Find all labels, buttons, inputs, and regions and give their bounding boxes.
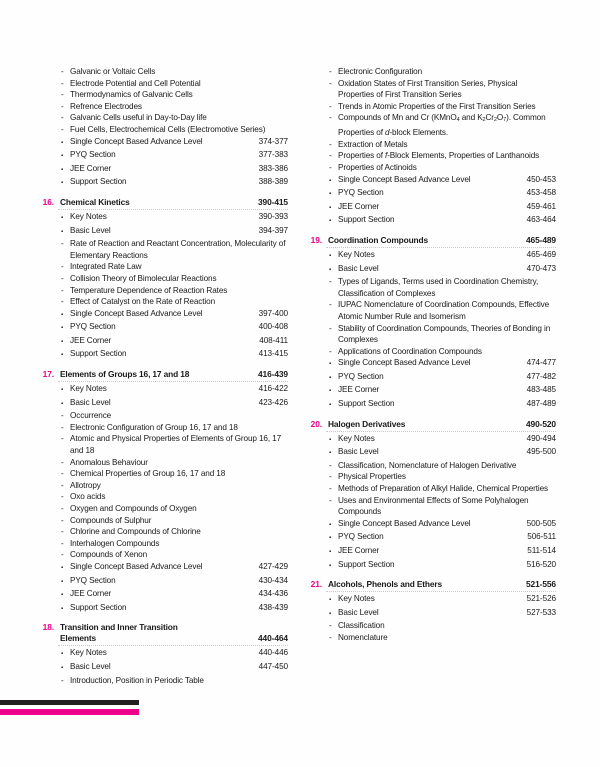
topic-entry[interactable] (326, 299, 556, 322)
entry-label: Basic Level (70, 397, 111, 407)
dash-bullet-icon: - (61, 675, 64, 685)
chapter-row[interactable] (310, 418, 556, 432)
entry-page-range: 506-511 (527, 532, 556, 542)
dash-bullet-icon: - (61, 515, 64, 525)
topic-entry[interactable] (58, 238, 288, 261)
entry-label: Properties of f-Block Elements, Properties of Lanthanoids (338, 151, 540, 161)
toc-columns (0, 66, 600, 686)
dash-bullet-icon: - (61, 469, 64, 479)
dash-bullet-icon: - (329, 162, 332, 172)
topic-entry[interactable] (326, 150, 556, 162)
square-bullet-icon: ▪ (61, 311, 64, 318)
entry-label: Basic Level (70, 661, 111, 671)
section-entry[interactable] (326, 545, 556, 559)
entry-label: Key Notes (70, 648, 107, 658)
dash-bullet-icon: - (61, 411, 64, 421)
entry-label: Key Notes (338, 249, 375, 259)
entry-page-range: 438-439 (258, 602, 288, 612)
dash-bullet-icon: - (329, 67, 332, 76)
chapter-number: 20. (310, 418, 322, 429)
square-bullet-icon: ▪ (329, 549, 332, 555)
entry-label: Fuel Cells, Electrochemical Cells (Electromotive Series) (70, 124, 266, 134)
entry-label: Galvanic or Voltaic Cells (70, 67, 156, 76)
topic-entry[interactable] (326, 101, 556, 113)
topic-entry[interactable] (58, 491, 288, 503)
topic-entry[interactable] (58, 261, 288, 273)
entry-label: Support Section (338, 559, 395, 569)
entry-label: JEE Corner (70, 335, 112, 345)
entry-label: Methods of Preparation of Alkyl Halide, Chemical Properties (338, 484, 548, 494)
topic-entry[interactable] (58, 89, 288, 101)
entry-page-range: 521-526 (526, 594, 556, 604)
square-bullet-icon: ▪ (329, 177, 332, 184)
entry-page-range: 413-415 (258, 349, 288, 359)
footer-bar-pink (0, 709, 139, 715)
section-entry[interactable] (326, 559, 556, 573)
chapter-number: 16. (42, 196, 54, 207)
entry-page-range: 447-450 (258, 661, 288, 671)
entry-label: Oxidation States of First Transition Series, Physical Properties of First Transition Series (338, 78, 518, 100)
entry-label: JEE Corner (338, 546, 380, 555)
section-entry[interactable] (58, 176, 288, 190)
entry-label: Electronic Configuration of Group 16, 17 and 18 (70, 422, 238, 432)
chapter-title: Elements of Groups 16, 17 and 18 (60, 369, 190, 380)
square-bullet-icon: ▪ (61, 325, 64, 332)
entry-label: PYQ Section (338, 371, 384, 381)
topic-entry[interactable] (58, 538, 288, 550)
chapter-page-range: 465-489 (525, 234, 556, 245)
entry-label: Compounds of Mn and Cr (KMnO$_4$ and $K_2Cr_2O_7$). Common Properties of d-block Elements. (338, 113, 546, 138)
dash-bullet-icon: - (61, 504, 64, 513)
footer-bar-dark (0, 700, 139, 705)
entry-page-range: 474-477 (526, 358, 556, 368)
entry-page-range: 483-485 (526, 385, 556, 395)
square-bullet-icon: ▪ (61, 166, 64, 173)
section-entry[interactable] (326, 249, 556, 263)
entry-label: Collision Theory of Bimolecular Reactions (70, 273, 217, 283)
chapter-title: Elements (60, 633, 97, 644)
entry-label: Applications of Coordination Compounds (338, 346, 482, 356)
section-entry[interactable] (58, 225, 288, 239)
entry-label: Chlorine and Compounds of Chlorine (70, 527, 201, 537)
topic-entry[interactable] (58, 66, 288, 78)
entry-label: JEE Corner (70, 589, 112, 599)
square-bullet-icon: ▪ (329, 610, 332, 617)
dash-bullet-icon: - (61, 422, 64, 432)
topic-entry[interactable] (58, 526, 288, 538)
entry-label: Temperature Dependence of Reaction Rates (70, 285, 228, 295)
topic-entry[interactable] (58, 410, 288, 422)
entry-page-range: 388-389 (258, 177, 288, 187)
square-bullet-icon: ▪ (329, 361, 332, 368)
square-bullet-icon: ▪ (61, 664, 64, 671)
topic-entry[interactable] (326, 495, 556, 518)
square-bullet-icon: ▪ (329, 535, 332, 542)
section-entry[interactable] (326, 433, 556, 447)
chapter-title: Transition and Inner Transition (60, 622, 178, 633)
dash-bullet-icon: - (329, 300, 332, 310)
entry-page-range: 383-386 (258, 163, 288, 173)
chapter-number: 18. (42, 622, 54, 633)
dash-bullet-icon: - (329, 484, 332, 494)
topic-entry[interactable] (326, 632, 556, 644)
entry-label: JEE Corner (338, 385, 380, 395)
dash-bullet-icon: - (61, 434, 64, 444)
square-bullet-icon: ▪ (61, 338, 64, 345)
dash-bullet-icon: - (61, 457, 64, 467)
square-bullet-icon: ▪ (329, 252, 332, 259)
square-bullet-icon: ▪ (61, 605, 64, 612)
dash-bullet-icon: - (61, 527, 64, 537)
chapter-row[interactable] (310, 234, 556, 248)
dash-bullet-icon: - (61, 239, 64, 249)
dash-bullet-icon: - (61, 480, 64, 490)
entry-page-range: 465-469 (526, 249, 556, 259)
dash-bullet-icon: - (329, 632, 332, 642)
chapter-title: Halogen Derivatives (328, 418, 406, 429)
square-bullet-icon: ▪ (329, 436, 332, 443)
dash-bullet-icon: - (61, 90, 64, 100)
entry-label: Basic Level (338, 607, 379, 617)
entry-label: Stability of Coordination Compounds, Theories of Bonding in Complexes (338, 323, 551, 345)
entry-label: Uses and Environmental Effects of Some Polyhalogen Compounds (338, 495, 529, 517)
entry-page-range: 477-482 (526, 371, 556, 381)
entry-label: Properties of Actinoids (338, 162, 417, 172)
square-bullet-icon: ▪ (61, 180, 64, 187)
entry-label: Single Concept Based Advance Level (70, 561, 203, 571)
section-entry[interactable] (326, 607, 556, 621)
entry-page-range: 459-461 (526, 201, 556, 211)
entry-label: Basic Level (70, 225, 111, 235)
dash-bullet-icon: - (61, 124, 64, 134)
entry-page-range: 423-426 (258, 397, 288, 407)
dash-bullet-icon: - (329, 113, 332, 123)
section-entry[interactable] (58, 561, 288, 575)
chapter-page-range: 440-464 (257, 633, 288, 644)
entry-label: IUPAC Nomenclature of Coordination Compounds, Effective Atomic Number Rule and Isomerism (338, 300, 550, 321)
entry-label: Support Section (70, 349, 127, 359)
dash-bullet-icon: - (329, 472, 332, 482)
chapter-row[interactable] (310, 579, 556, 592)
topic-entry[interactable] (58, 468, 288, 480)
section-entry[interactable] (58, 163, 288, 177)
chapter-row[interactable] (42, 622, 288, 633)
entry-label: Key Notes (70, 211, 107, 221)
entry-label: PYQ Section (70, 575, 116, 585)
chapter-row[interactable] (42, 369, 288, 382)
section-entry[interactable] (58, 647, 288, 661)
chapter-row[interactable] (42, 196, 288, 210)
entry-label: Integrated Rate Law (70, 262, 142, 272)
topic-entry[interactable] (58, 675, 288, 687)
section-entry[interactable] (326, 384, 556, 398)
section-entry[interactable] (58, 335, 288, 349)
entry-page-range: 450-453 (526, 174, 556, 184)
entry-label: Basic Level (338, 447, 379, 457)
section-entry[interactable] (58, 149, 288, 163)
entry-label: Key Notes (70, 384, 107, 394)
entry-label: Classification (338, 621, 385, 631)
entry-page-range: 416-422 (258, 384, 288, 394)
square-bullet-icon: ▪ (61, 228, 64, 235)
topic-entry[interactable] (58, 285, 288, 297)
square-bullet-icon: ▪ (61, 592, 64, 599)
chapter-number: 17. (42, 369, 54, 380)
entry-label: Electronic Configuration (338, 67, 423, 76)
topic-entry[interactable] (58, 101, 288, 113)
dash-bullet-icon: - (329, 323, 332, 333)
dash-bullet-icon: - (329, 460, 332, 470)
section-entry[interactable] (58, 383, 288, 397)
square-bullet-icon: ▪ (61, 400, 64, 407)
square-bullet-icon: ▪ (329, 562, 332, 569)
section-entry[interactable] (326, 187, 556, 201)
section-entry[interactable] (58, 575, 288, 589)
entry-label: PYQ Section (338, 532, 384, 542)
topic-entry[interactable] (58, 78, 288, 90)
entry-label: Allotropy (70, 480, 101, 490)
toc-column-left (42, 66, 288, 686)
topic-entry[interactable] (326, 78, 556, 101)
section-entry[interactable] (326, 263, 556, 277)
square-bullet-icon: ▪ (329, 218, 332, 225)
entry-label: Rate of Reaction and Reactant Concentration, Molecularity of Elementary Reactions (70, 239, 286, 260)
section-entry[interactable] (326, 531, 556, 545)
chapter-page-range: 521-556 (525, 579, 556, 590)
entry-label: Trends in Atomic Properties of the First Transition Series (338, 101, 536, 111)
entry-page-range: 495-500 (526, 447, 556, 457)
dash-bullet-icon: - (61, 78, 64, 88)
section-entry[interactable] (58, 588, 288, 602)
entry-page-range: 377-383 (258, 150, 288, 160)
entry-label: Support Section (338, 215, 395, 225)
dash-bullet-icon: - (329, 78, 332, 88)
entry-page-range: 434-436 (258, 589, 288, 599)
entry-label: Single Concept Based Advance Level (338, 358, 471, 368)
topic-entry[interactable] (326, 162, 556, 174)
entry-label: Anomalous Behaviour (70, 457, 148, 467)
square-bullet-icon: ▪ (329, 597, 332, 604)
section-entry[interactable] (326, 446, 556, 460)
section-entry[interactable] (58, 308, 288, 322)
topic-entry[interactable] (58, 457, 288, 469)
entry-label: Oxo acids (70, 492, 106, 502)
dash-bullet-icon: - (61, 285, 64, 295)
section-entry[interactable] (326, 518, 556, 532)
entry-page-range: 490-494 (526, 433, 556, 443)
entry-label: Interhalogen Compounds (70, 538, 160, 548)
topic-entry[interactable] (326, 66, 556, 78)
square-bullet-icon: ▪ (61, 578, 64, 585)
square-bullet-icon: ▪ (61, 352, 64, 359)
topic-entry[interactable] (326, 471, 556, 483)
topic-entry[interactable] (58, 273, 288, 285)
entry-label: PYQ Section (338, 188, 384, 198)
chapter-number: 19. (310, 234, 322, 245)
dash-bullet-icon: - (329, 151, 332, 161)
dash-bullet-icon: - (61, 67, 64, 76)
topic-entry[interactable] (326, 139, 556, 151)
entry-label: Classification, Nomenclature of Halogen Derivative (338, 460, 517, 470)
entry-page-range: 374-377 (258, 136, 288, 146)
dash-bullet-icon: - (61, 101, 64, 111)
dash-bullet-icon: - (61, 538, 64, 548)
entry-page-range: 527-533 (526, 607, 556, 617)
square-bullet-icon: ▪ (61, 564, 64, 571)
dash-bullet-icon: - (61, 297, 64, 307)
dash-bullet-icon: - (329, 346, 332, 356)
square-bullet-icon: ▪ (329, 191, 332, 198)
topic-entry[interactable] (58, 124, 288, 136)
entry-page-range: 487-489 (526, 399, 556, 409)
topic-entry[interactable] (58, 549, 288, 561)
topic-entry[interactable] (58, 296, 288, 308)
chapter-page-range: 490-520 (525, 418, 556, 429)
entry-label: Single Concept Based Advance Level (70, 308, 203, 318)
toc-column-right (310, 66, 556, 686)
chapter-title: Coordination Compounds (328, 234, 428, 245)
entry-page-range: 511-514 (527, 546, 556, 555)
dash-bullet-icon: - (61, 273, 64, 283)
entry-label: Key Notes (338, 594, 375, 604)
entry-label: Compounds of Xenon (70, 550, 148, 560)
entry-label: Effect of Catalyst on the Rate of Reaction (70, 297, 215, 307)
entry-page-range: 397-400 (258, 308, 288, 318)
entry-label: Introduction, Position in Periodic Table (70, 675, 204, 685)
entry-label: Oxygen and Compounds of Oxygen (70, 504, 197, 513)
section-entry[interactable] (326, 371, 556, 385)
square-bullet-icon: ▪ (329, 388, 332, 395)
topic-entry[interactable] (58, 503, 288, 515)
entry-label: JEE Corner (70, 163, 112, 173)
square-bullet-icon: ▪ (329, 374, 332, 381)
dash-bullet-icon: - (329, 277, 332, 287)
entry-page-range: 430-434 (258, 575, 288, 585)
topic-entry[interactable] (326, 323, 556, 346)
section-entry[interactable] (58, 661, 288, 675)
entry-label: Key Notes (338, 433, 375, 443)
chapter-row[interactable] (58, 633, 288, 646)
section-entry[interactable] (58, 348, 288, 362)
entry-label: Electrode Potential and Cell Potential (70, 78, 201, 88)
dash-bullet-icon: - (61, 492, 64, 502)
entry-label: Single Concept Based Advance Level (338, 518, 471, 528)
chapter-title: Chemical Kinetics (60, 196, 130, 207)
square-bullet-icon: ▪ (329, 266, 332, 273)
entry-page-range: 470-473 (526, 263, 556, 273)
entry-label: Physical Properties (338, 472, 406, 482)
entry-label: Support Section (338, 399, 395, 409)
square-bullet-icon: ▪ (61, 139, 64, 146)
dash-bullet-icon: - (61, 550, 64, 560)
entry-label: Chemical Properties of Group 16, 17 and 18 (70, 469, 226, 479)
chapter-title: Alcohols, Phenols and Ethers (328, 579, 443, 590)
entry-label: JEE Corner (338, 201, 380, 211)
square-bullet-icon: ▪ (61, 214, 64, 221)
entry-label: Types of Ligands, Terms used in Coordination Chemistry, Classification of Complexes (338, 277, 539, 298)
dash-bullet-icon: - (61, 262, 64, 272)
section-entry[interactable] (58, 321, 288, 335)
topic-entry[interactable] (326, 276, 556, 299)
topic-entry[interactable] (326, 112, 556, 138)
dash-bullet-icon: - (329, 621, 332, 631)
section-entry[interactable] (326, 357, 556, 371)
entry-label: Atomic and Physical Properties of Elements of Group 16, 17 and 18 (70, 434, 282, 456)
entry-page-range: 390-393 (258, 211, 288, 221)
topic-entry[interactable] (58, 433, 288, 456)
topic-entry[interactable] (326, 346, 556, 358)
topic-entry[interactable] (326, 483, 556, 495)
entry-label: Single Concept Based Advance Level (70, 136, 203, 146)
entry-label: Galvanic Cells useful in Day-to-Day life (70, 113, 207, 123)
entry-page-range: 453-458 (526, 188, 556, 198)
topic-entry[interactable] (326, 620, 556, 632)
chapter-number: 21. (310, 579, 322, 590)
entry-label: Support Section (70, 177, 127, 187)
dash-bullet-icon: - (329, 495, 332, 505)
section-entry[interactable] (58, 211, 288, 225)
entry-label: Support Section (70, 602, 127, 612)
topic-entry[interactable] (58, 422, 288, 434)
entry-page-range: 427-429 (258, 561, 288, 571)
topic-entry[interactable] (326, 460, 556, 472)
entry-label: Nomenclature (338, 632, 388, 642)
chapter-page-range: 390-415 (257, 196, 288, 207)
entry-page-range: 500-505 (526, 518, 556, 528)
square-bullet-icon: ▪ (329, 450, 332, 457)
section-entry[interactable] (58, 136, 288, 150)
entry-page-range: 400-408 (258, 322, 288, 332)
entry-page-range: 440-446 (258, 648, 288, 658)
entry-label: Single Concept Based Advance Level (338, 174, 471, 184)
square-bullet-icon: ▪ (61, 153, 64, 160)
square-bullet-icon: ▪ (329, 521, 332, 528)
section-entry[interactable] (326, 398, 556, 412)
section-entry[interactable] (326, 174, 556, 188)
entry-label: Extraction of Metals (338, 139, 408, 149)
chapter-page-range: 416-439 (257, 369, 288, 380)
topic-entry[interactable] (58, 515, 288, 527)
square-bullet-icon: ▪ (61, 387, 64, 394)
entry-label: PYQ Section (70, 322, 116, 332)
topic-entry[interactable] (58, 112, 288, 124)
topic-entry[interactable] (58, 480, 288, 492)
section-entry[interactable] (326, 201, 556, 215)
dash-bullet-icon: - (61, 113, 64, 123)
entry-page-range: 463-464 (526, 215, 556, 225)
entry-label: Refrence Electrodes (70, 101, 142, 111)
square-bullet-icon: ▪ (61, 651, 64, 658)
section-entry[interactable] (326, 214, 556, 228)
entry-label: PYQ Section (70, 150, 116, 160)
entry-label: Thermodynamics of Galvanic Cells (70, 90, 193, 100)
section-entry[interactable] (326, 593, 556, 607)
entry-page-range: 408-411 (259, 335, 288, 345)
dash-bullet-icon: - (329, 101, 332, 111)
entry-label: Basic Level (338, 263, 379, 273)
section-entry[interactable] (58, 397, 288, 411)
entry-label: Compounds of Sulphur (70, 515, 152, 525)
square-bullet-icon: ▪ (329, 204, 332, 211)
dash-bullet-icon: - (329, 139, 332, 149)
section-entry[interactable] (58, 602, 288, 616)
entry-page-range: 516-520 (526, 559, 556, 569)
entry-label: Occurrence (70, 411, 112, 421)
entry-page-range: 394-397 (258, 225, 288, 235)
square-bullet-icon: ▪ (329, 402, 332, 409)
